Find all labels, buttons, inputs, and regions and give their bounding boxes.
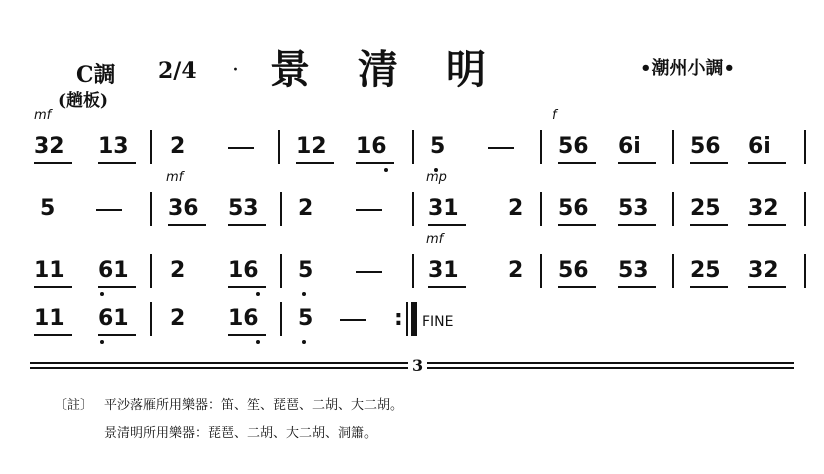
barline [280,302,282,336]
barline [150,302,152,336]
note-group: 25 [690,258,721,283]
page-title: 景清明 [270,46,534,93]
underline [428,224,466,226]
note-group: 36 [168,196,199,221]
underline [98,334,136,336]
tempo-marking: (趟板) [58,91,109,111]
dash [340,319,366,321]
underline [690,224,728,226]
barline [280,192,282,226]
barline [278,130,280,164]
low-octave-dot [256,292,260,296]
note-group: 32 [748,196,779,221]
barline [150,192,152,226]
underline [168,224,206,226]
note-group: 13 [98,134,129,159]
underline [618,286,656,288]
underline [618,224,656,226]
repeat-barline-thick [411,302,417,336]
barline [804,192,806,226]
page-number: 3 [408,356,427,375]
note-group: 53 [618,196,649,221]
note-group: 11 [34,306,65,331]
notes-mark: 〔註〕 [54,398,94,413]
dynamic-f: f [552,108,557,123]
note-group: 6i [618,134,641,159]
dash [228,147,254,149]
score-row-2 [0,170,824,256]
note-group: 53 [228,196,259,221]
repeat-dots: : [394,306,403,331]
barline [412,254,414,288]
underline [356,162,394,164]
low-octave-dot [302,292,306,296]
style-tag: •潮州小調• [640,58,736,79]
note: 2 [298,196,314,221]
notes-line-1: 平沙落雁所用樂器：笛、笙、琵琶、二胡、大二胡。 [104,398,404,413]
note-group: 12 [296,134,327,159]
barline [412,130,414,164]
score-row-1 [0,108,824,194]
underline [748,224,786,226]
note-group: 16 [356,134,387,159]
repeat-barline-thin [406,302,408,336]
note: 5 [298,258,314,283]
barline [540,130,542,164]
dash [356,209,382,211]
low-octave-dot [302,340,306,344]
underline [748,286,786,288]
note: 2 [508,258,524,283]
underline [558,286,596,288]
note: 2 [508,196,524,221]
underline [34,286,72,288]
note-group: 6i [748,134,771,159]
fine-label: FINE [422,314,454,330]
note-group: 56 [558,196,589,221]
note-group: 56 [690,134,721,159]
header-dot: · [232,58,239,83]
dynamic-mf: mf [166,170,184,185]
low-octave-dot [384,168,388,172]
note-group: 61 [98,306,129,331]
dynamic-mf: mf [426,232,444,247]
dash [356,271,382,273]
underline [558,224,596,226]
underline [748,162,786,164]
low-octave-dot [100,340,104,344]
note-group: 31 [428,196,459,221]
dash [96,209,122,211]
note: 2 [170,134,186,159]
barline [804,130,806,164]
low-octave-dot [100,292,104,296]
barline [672,254,674,288]
barline [804,254,806,288]
note: 5 [298,306,314,331]
note-group: 61 [98,258,129,283]
underline [428,286,466,288]
underline [228,334,266,336]
note: 5 [430,134,446,159]
note-group: 32 [34,134,65,159]
notes-line-2: 景清明所用樂器：琵琶、二胡、大二胡、洞簫。 [104,426,378,441]
note-group: 25 [690,196,721,221]
barline [672,192,674,226]
note: 2 [170,306,186,331]
dynamic-mf: mf [34,108,52,123]
note-group: 16 [228,306,259,331]
key-signature: C調 [76,62,116,88]
underline [98,286,136,288]
note-group: 53 [618,258,649,283]
underline [690,162,728,164]
underline [618,162,656,164]
underline [98,162,136,164]
note-group: 11 [34,258,65,283]
barline [150,254,152,288]
barline [412,192,414,226]
note-group: 16 [228,258,259,283]
time-signature: 2/4 [158,58,197,84]
barline [150,130,152,164]
underline [34,334,72,336]
note: 5 [40,196,56,221]
note-group: 32 [748,258,779,283]
dash [488,147,514,149]
underline [296,162,334,164]
note-group: 56 [558,134,589,159]
underline [228,286,266,288]
underline [690,286,728,288]
note-group: 31 [428,258,459,283]
underline [34,162,72,164]
note: 2 [170,258,186,283]
underline [558,162,596,164]
barline [672,130,674,164]
barline [280,254,282,288]
note-group: 56 [558,258,589,283]
barline [540,254,542,288]
barline [540,192,542,226]
low-octave-dot [256,340,260,344]
underline [228,224,266,226]
dynamic-mp: mp [426,170,447,185]
